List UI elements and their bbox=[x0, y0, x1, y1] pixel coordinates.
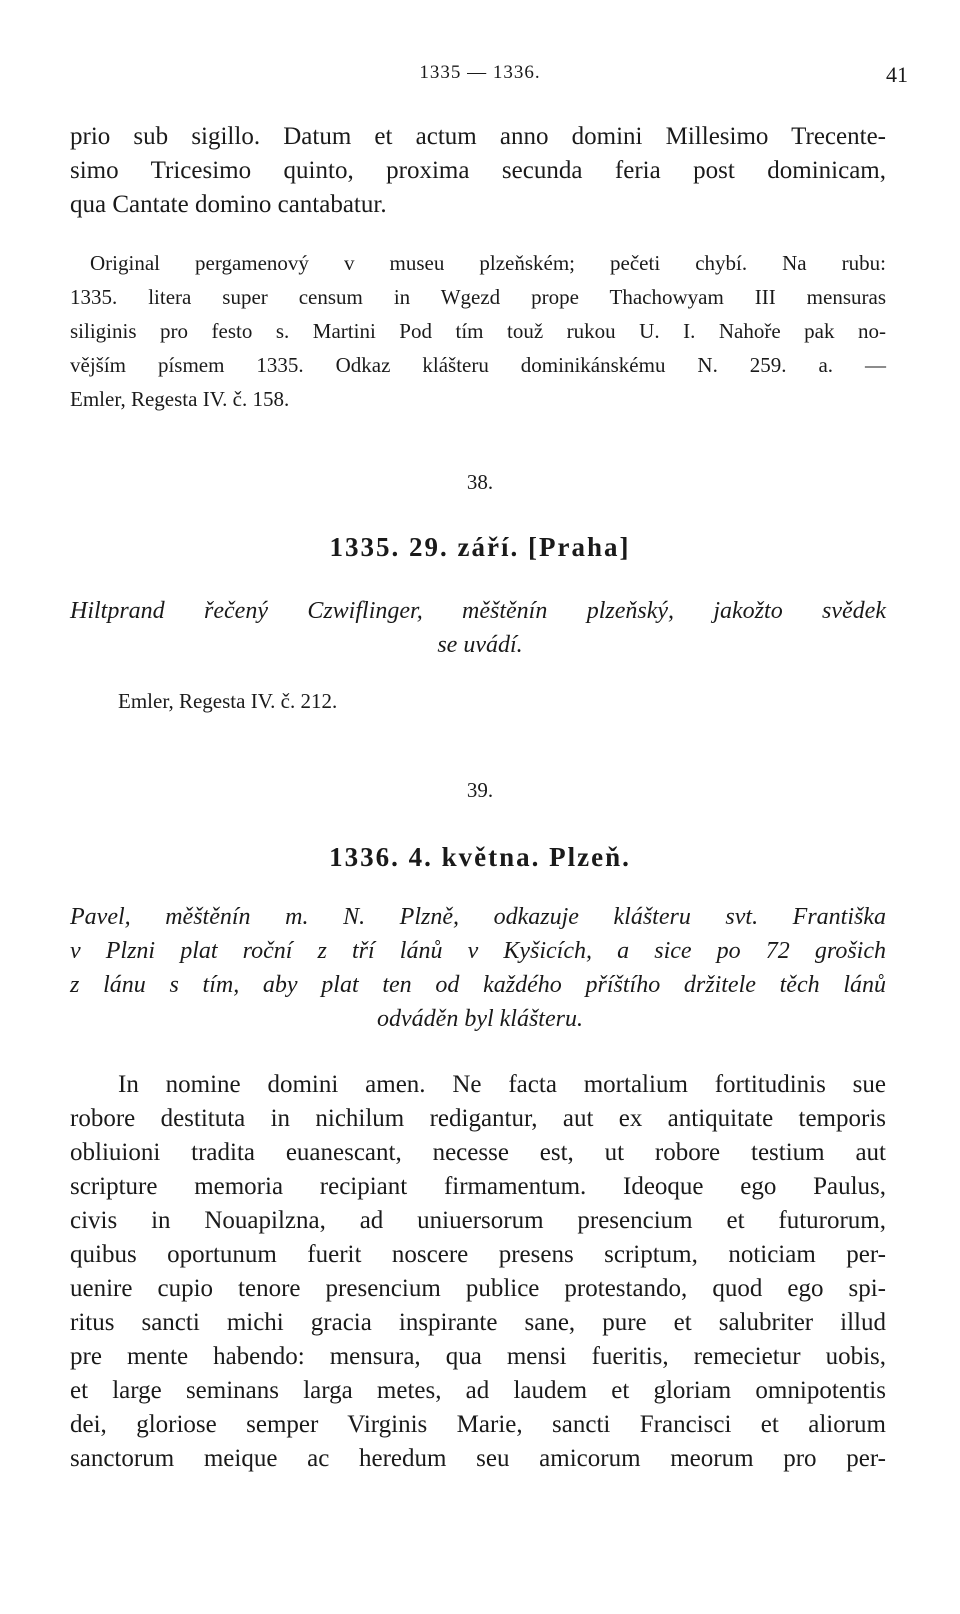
editorial-note-line: vějším písmem 1335. Odkaz klášteru dominikánskému N. 259. a. — bbox=[70, 353, 886, 377]
charter-text-line: In nomine domini amen. Ne facta mortalium fortitudinis sue bbox=[118, 1071, 886, 1098]
doc-summary-line: odváděn byl klášteru. bbox=[377, 1006, 583, 1032]
editorial-note-line: 1335. litera super censum in Wgezd prope Thachowyam III mensuras bbox=[70, 285, 886, 309]
charter-text-line: pre mente habendo: mensura, qua mensi fueritis, remecietur uobis, bbox=[70, 1343, 886, 1370]
editorial-note-line: Original pergamenový v museu plzeňském; pečeti chybí. Na rubu: bbox=[90, 251, 886, 275]
doc-number: 38. bbox=[466, 470, 494, 494]
charter-text-line: uenire cupio tenore presencium publice protestando, quod ego spi- bbox=[70, 1275, 886, 1302]
editorial-note-line: siliginis pro festo s. Martini Pod tím touž rukou U. I. Nahoře pak no- bbox=[70, 319, 886, 343]
doc-number: 39. bbox=[466, 778, 494, 802]
charter-text-line: robore destituta in nichilum redigantur, aut ex antiquitate temporis bbox=[70, 1105, 886, 1132]
charter-text-line: dei, gloriose semper Virginis Marie, sancti Francisci et aliorum bbox=[70, 1411, 886, 1438]
page-number: 41 bbox=[886, 62, 908, 87]
doc-source: Emler, Regesta IV. č. 212. bbox=[118, 689, 338, 713]
charter-text-line: obliuioni tradita euanescant, necesse est, ut robore testium aut bbox=[70, 1139, 886, 1166]
prev-doc-line: prio sub sigillo. Datum et actum anno domini Millesimo Trecente- bbox=[70, 123, 886, 150]
charter-text-line: sanctorum meique ac heredum seu amicorum meorum pro per- bbox=[70, 1445, 886, 1472]
doc-summary-line: Hiltprand řečený Czwiflinger, měštěnín plzeňský, jakožto svědek bbox=[70, 598, 886, 624]
doc-summary-line: v Plzni plat roční z tří lánů v Kyšicích, a sice po 72 grošich bbox=[70, 938, 886, 964]
doc-date-heading: 1335. 29. září. [Praha] bbox=[329, 532, 631, 562]
doc-summary-line: Pavel, měštěnín m. N. Plzně, odkazuje klášteru svt. Františka bbox=[70, 904, 886, 930]
running-header: 1335 — 1336. bbox=[419, 62, 541, 83]
prev-doc-line: simo Tricesimo quinto, proxima secunda feria post dominicam, bbox=[70, 157, 886, 184]
editorial-note-line: Emler, Regesta IV. č. 158. bbox=[70, 387, 290, 411]
charter-text-line: ritus sancti michi gracia inspirante sane, pure et salubriter illud bbox=[70, 1309, 886, 1336]
doc-date-heading: 1336. 4. května. Plzeň. bbox=[329, 842, 631, 872]
charter-text-line: scripture memoria recipiant firmamentum. Ideoque ego Paulus, bbox=[70, 1173, 886, 1200]
doc-summary-line: z lánu s tím, aby plat ten od každého příštího držitele těch lánů bbox=[70, 972, 886, 998]
charter-text-line: quibus oportunum fuerit noscere presens scriptum, noticiam per- bbox=[70, 1241, 886, 1268]
charter-text-line: et large seminans larga metes, ad laudem et gloriam omnipotentis bbox=[70, 1377, 886, 1404]
charter-text-line: civis in Nouapilzna, ad uniuersorum presencium et futurorum, bbox=[70, 1207, 886, 1234]
doc-summary-line: se uvádí. bbox=[437, 632, 523, 658]
prev-doc-line: qua Cantate domino cantabatur. bbox=[70, 191, 387, 218]
